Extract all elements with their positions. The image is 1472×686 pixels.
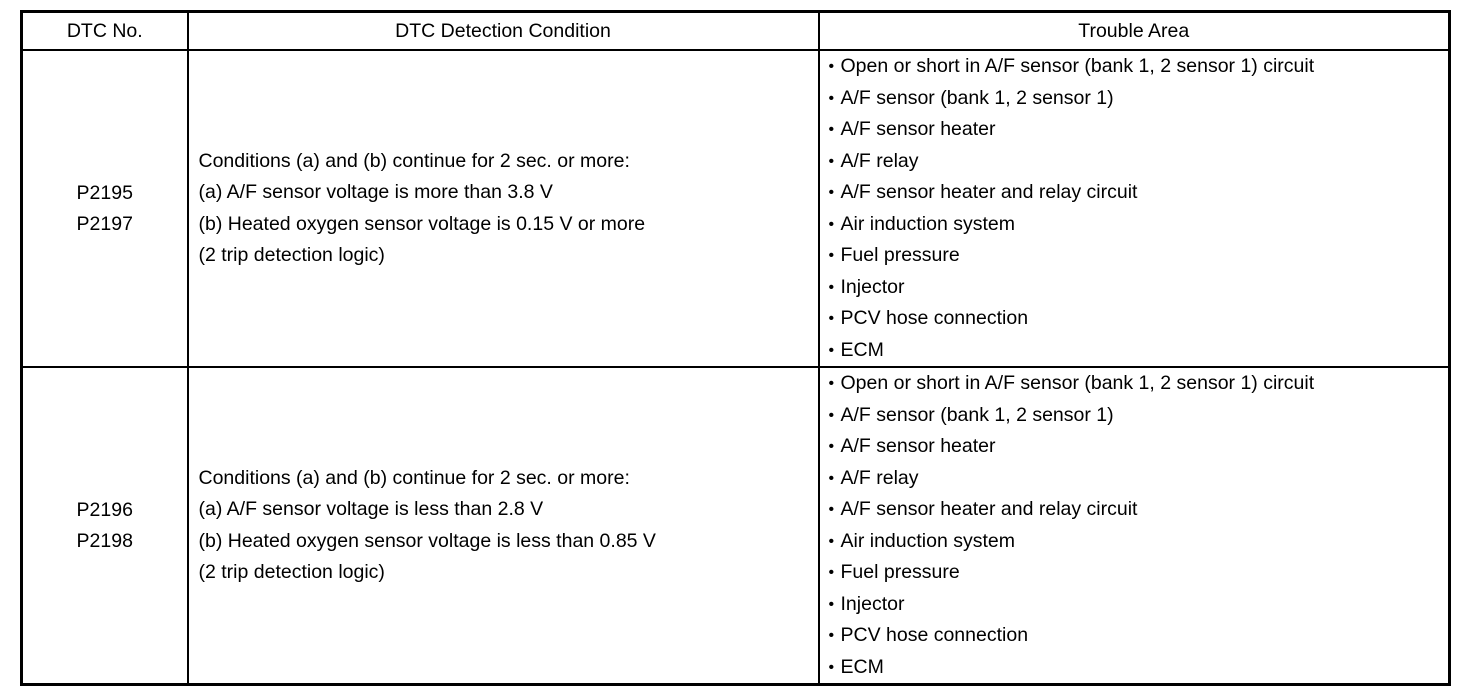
bullet-icon: • bbox=[828, 121, 835, 138]
trouble-area-text: A/F sensor heater and relay circuit bbox=[840, 498, 1138, 520]
condition-line: (b) Heated oxygen sensor voltage is less than 0.85 V bbox=[198, 529, 656, 552]
condition-line: Conditions (a) and (b) continue for 2 sec. or more: bbox=[198, 466, 630, 489]
list-item bbox=[829, 557, 1449, 589]
list-item bbox=[829, 272, 1449, 304]
trouble-area-text: A/F sensor heater bbox=[840, 118, 996, 140]
trouble-area-text: Injector bbox=[840, 592, 905, 615]
list-item bbox=[829, 652, 1449, 684]
condition-line: (a) A/F sensor voltage is less than 2.8 V bbox=[198, 498, 544, 520]
trouble-area-text: ECM bbox=[840, 655, 884, 678]
detection-condition-cell bbox=[188, 50, 819, 367]
bullet-icon: • bbox=[828, 658, 835, 676]
trouble-area-text: PCV hose connection bbox=[840, 624, 1029, 646]
bullet-icon: • bbox=[828, 532, 835, 550]
table-row bbox=[22, 367, 1450, 685]
condition-line: (2 trip detection logic) bbox=[198, 561, 385, 583]
trouble-area-text: A/F sensor heater bbox=[840, 435, 996, 457]
header-dtc-no: DTC No. bbox=[22, 12, 188, 51]
list-item bbox=[829, 146, 1449, 178]
list-item bbox=[829, 463, 1449, 495]
condition-line: Conditions (a) and (b) continue for 2 sec. or more: bbox=[198, 149, 630, 172]
bullet-icon: • bbox=[828, 278, 835, 296]
bullet-icon: • bbox=[828, 438, 835, 455]
header-row bbox=[22, 12, 1450, 51]
table-row bbox=[22, 50, 1450, 367]
condition-line: (b) Heated oxygen sensor voltage is 0.15 V or more bbox=[198, 212, 646, 235]
trouble-area-list bbox=[829, 368, 1449, 683]
bullet-icon: • bbox=[828, 595, 835, 613]
list-item bbox=[829, 368, 1449, 400]
trouble-area-text: Injector bbox=[840, 275, 905, 298]
dtc-table bbox=[20, 10, 1451, 686]
list-item bbox=[829, 209, 1449, 241]
dtc-code: P2196 bbox=[76, 498, 133, 521]
trouble-area-text: A/F sensor (bank 1, 2 sensor 1) bbox=[840, 403, 1114, 426]
bullet-icon: • bbox=[828, 406, 835, 424]
bullet-icon: • bbox=[828, 375, 835, 392]
detection-condition-cell bbox=[188, 367, 819, 685]
list-item bbox=[829, 335, 1449, 367]
dtc-code: P2198 bbox=[76, 529, 133, 552]
bullet-icon: • bbox=[828, 310, 835, 327]
bullet-icon: • bbox=[828, 469, 835, 487]
dtc-code: P2197 bbox=[76, 212, 133, 235]
bullet-icon: • bbox=[828, 184, 835, 201]
bullet-icon: • bbox=[828, 564, 835, 581]
trouble-area-text: A/F relay bbox=[840, 466, 919, 489]
list-item bbox=[829, 177, 1449, 209]
header-detection-condition: DTC Detection Condition bbox=[188, 12, 819, 51]
list-item bbox=[829, 526, 1449, 558]
dtc-codes-cell bbox=[22, 50, 188, 367]
list-item bbox=[829, 431, 1449, 463]
trouble-area-text: Air induction system bbox=[840, 529, 1015, 552]
trouble-area-cell bbox=[819, 50, 1450, 367]
dtc-codes-cell bbox=[22, 367, 188, 685]
trouble-area-text: Air induction system bbox=[840, 212, 1015, 235]
bullet-icon: • bbox=[828, 247, 835, 264]
dtc-code: P2195 bbox=[76, 181, 133, 204]
trouble-area-text: PCV hose connection bbox=[840, 307, 1029, 329]
trouble-area-text: Open or short in A/F sensor (bank 1, 2 sensor 1) circuit bbox=[840, 372, 1315, 394]
bullet-icon: • bbox=[828, 501, 835, 518]
list-item bbox=[829, 240, 1449, 272]
condition-line: (a) A/F sensor voltage is more than 3.8 V bbox=[198, 181, 553, 203]
list-item bbox=[829, 400, 1449, 432]
trouble-area-text: A/F sensor heater and relay circuit bbox=[840, 181, 1138, 203]
trouble-area-text: Open or short in A/F sensor (bank 1, 2 sensor 1) circuit bbox=[840, 55, 1315, 77]
list-item bbox=[829, 620, 1449, 652]
trouble-area-list bbox=[829, 51, 1449, 366]
header-trouble-area: Trouble Area bbox=[819, 12, 1450, 51]
trouble-area-text: Fuel pressure bbox=[840, 244, 960, 266]
trouble-area-text: A/F sensor (bank 1, 2 sensor 1) bbox=[840, 86, 1114, 109]
bullet-icon: • bbox=[828, 58, 835, 75]
bullet-icon: • bbox=[828, 152, 835, 170]
list-item bbox=[829, 589, 1449, 621]
bullet-icon: • bbox=[828, 89, 835, 107]
list-item bbox=[829, 114, 1449, 146]
list-item bbox=[829, 51, 1449, 83]
list-item bbox=[829, 83, 1449, 115]
list-item bbox=[829, 494, 1449, 526]
list-item bbox=[829, 303, 1449, 335]
bullet-icon: • bbox=[828, 215, 835, 233]
bullet-icon: • bbox=[828, 627, 835, 644]
bullet-icon: • bbox=[828, 341, 835, 359]
trouble-area-cell bbox=[819, 367, 1450, 685]
condition-line: (2 trip detection logic) bbox=[198, 244, 385, 266]
trouble-area-text: A/F relay bbox=[840, 149, 919, 172]
trouble-area-text: Fuel pressure bbox=[840, 561, 960, 583]
trouble-area-text: ECM bbox=[840, 338, 884, 361]
